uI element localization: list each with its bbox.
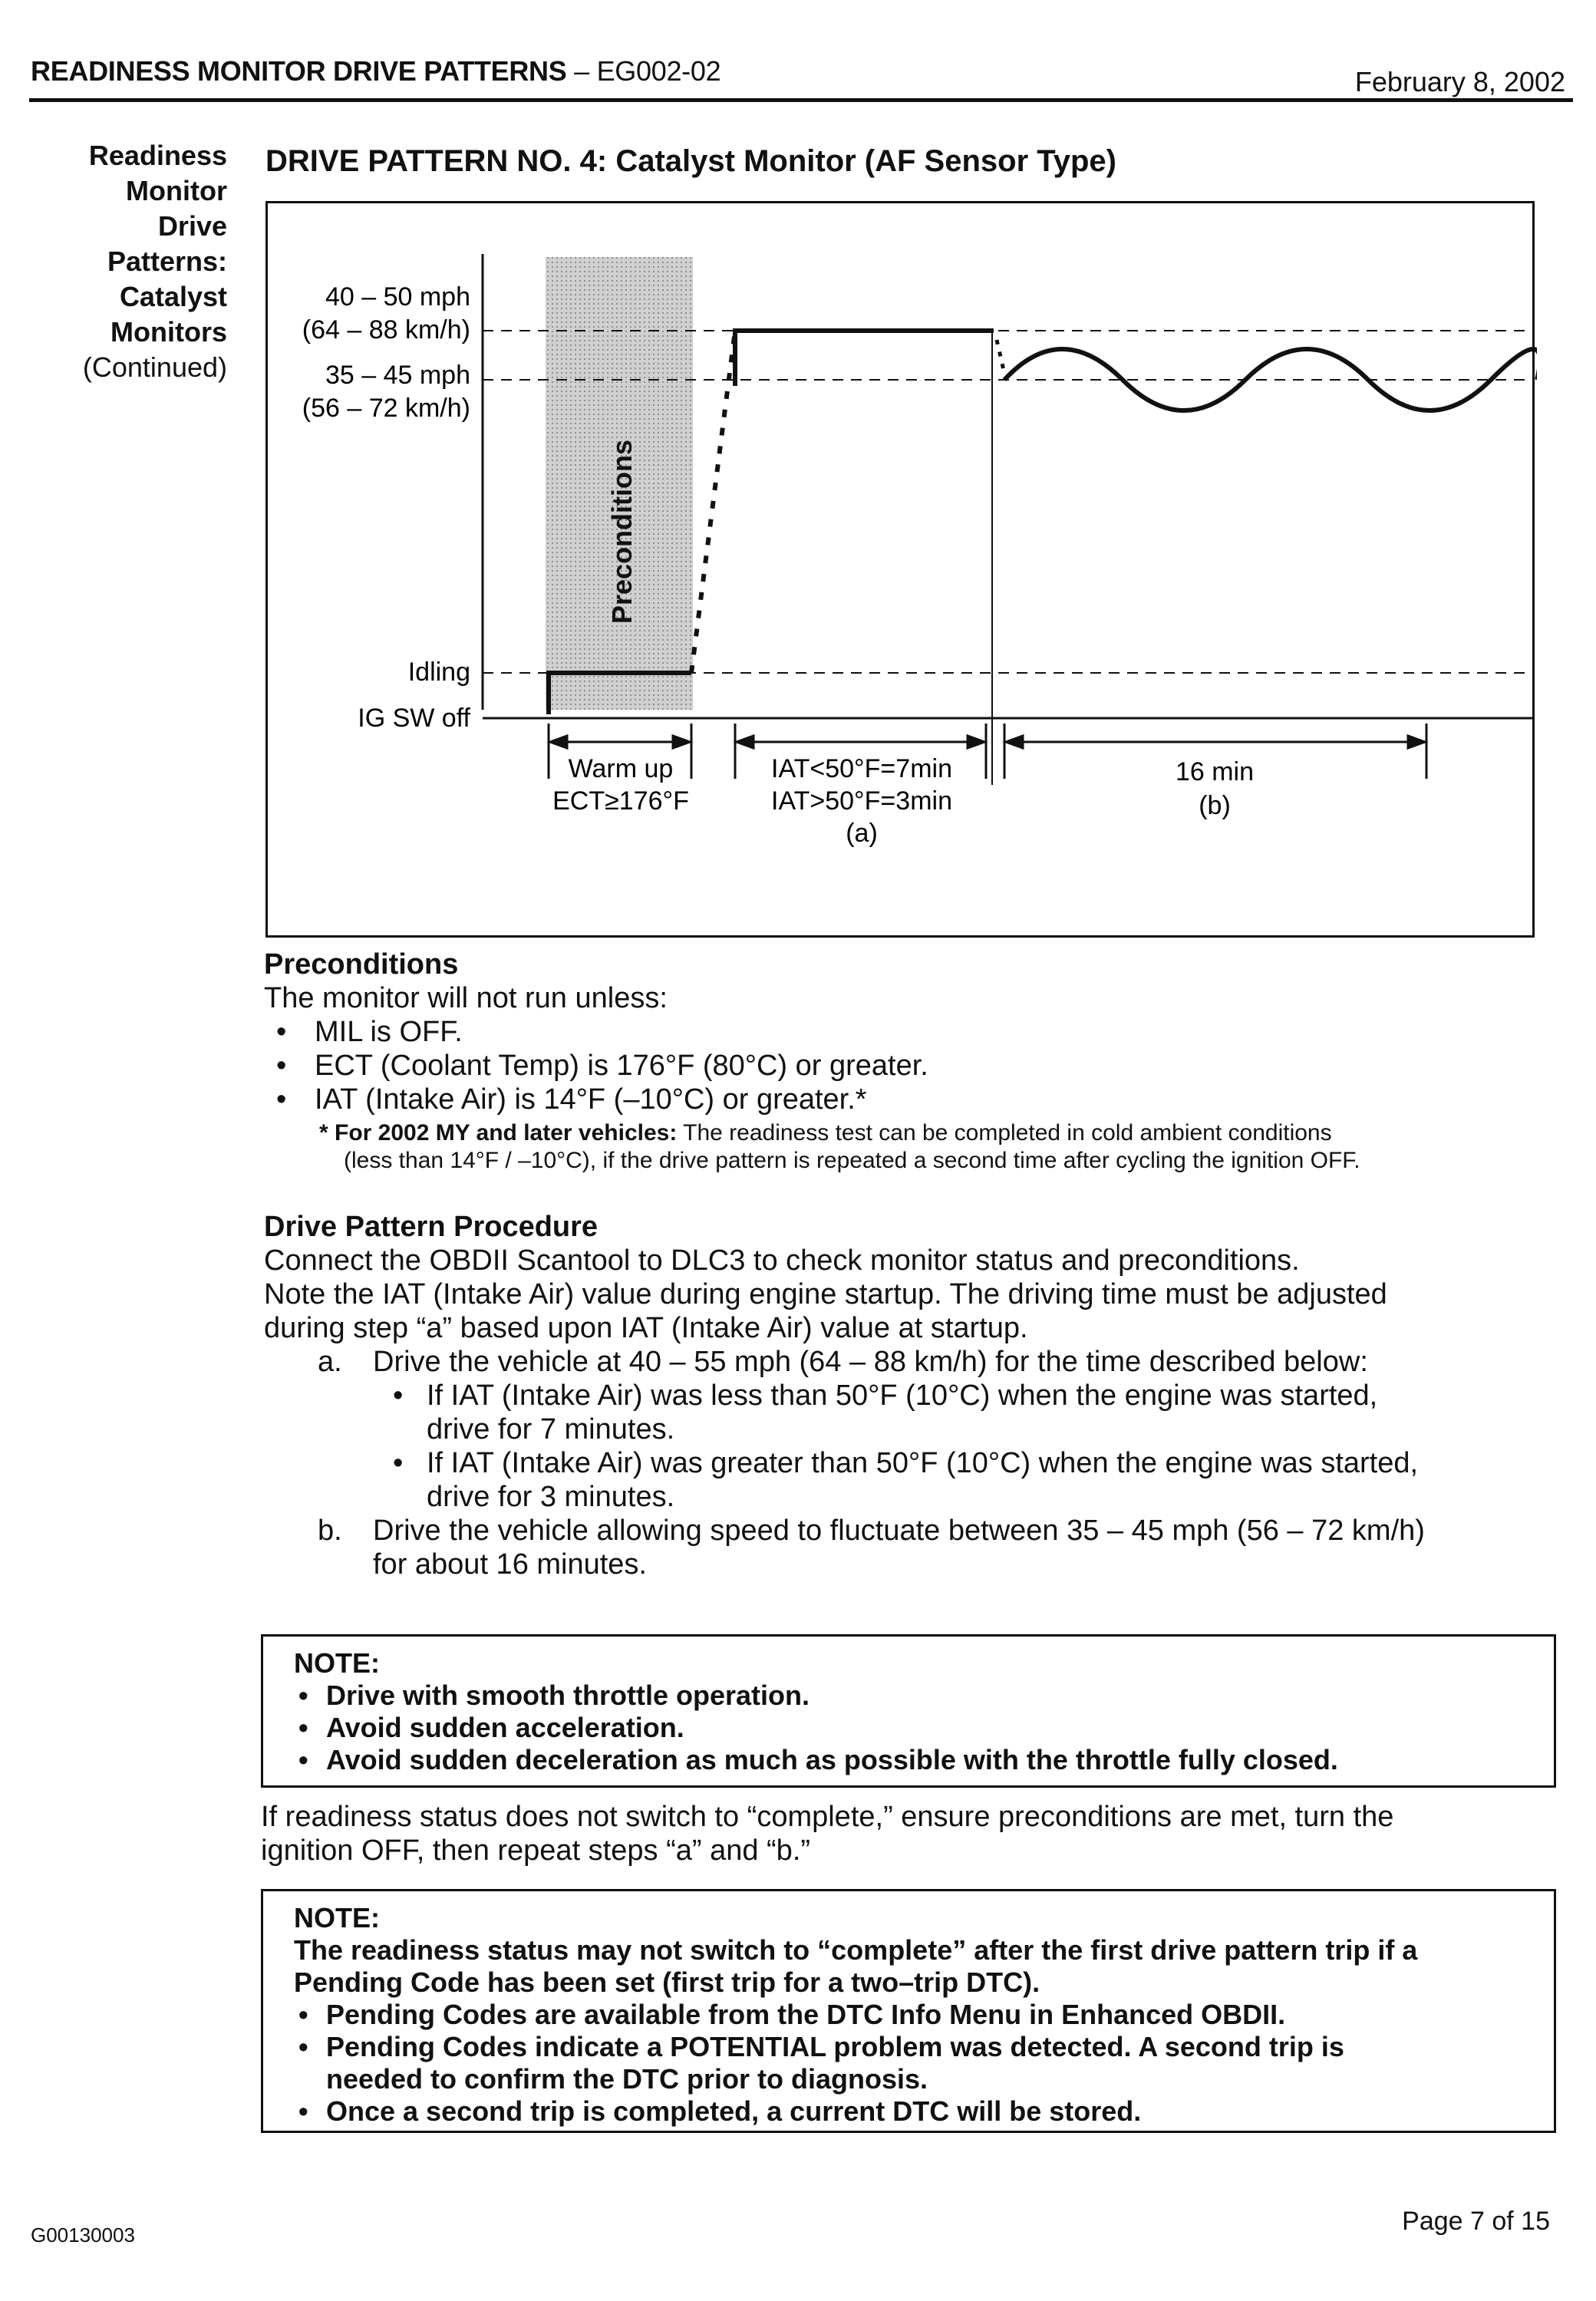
- procedure-p1: Connect the OBDII Scantool to DLC3 to check monitor status and preconditions.: [264, 1244, 1300, 1277]
- preconditions-band-label: Preconditions: [606, 439, 638, 624]
- sidebar-line: Readiness: [88, 140, 227, 171]
- warmup-label: Warm up: [568, 754, 674, 783]
- sidebar-caption: [83, 138, 227, 385]
- a-iat-high-label: IAT>50°F=3min: [771, 786, 952, 816]
- warmup-ect-label: ECT≥176°F: [552, 786, 689, 816]
- preconditions-intro: The monitor will not run unless:: [264, 982, 668, 1014]
- preconditions-footnote-line2: (less than 14°F / –10°C), if the drive pattern is repeated a second time after cycling the ignition OFF.: [344, 1148, 1360, 1173]
- note-title: NOTE:: [294, 1647, 380, 1679]
- step-b-line1: Drive the vehicle allowing speed to fluctuate between 35 – 45 mph (56 – 72 km/h): [373, 1515, 1425, 1547]
- step-a-sub1-line2: drive for 7 minutes.: [427, 1413, 675, 1446]
- header-date: February 8, 2002: [1354, 66, 1565, 97]
- note2-item2-line1: • Pending Codes indicate a POTENTIAL problem was detected. A second trip is: [326, 2031, 1344, 2062]
- sidebar-line: (Continued): [82, 351, 227, 383]
- note-list: [294, 1999, 1523, 2128]
- list-item: • ECT (Coolant Temp) is 176°F (80°C) or greater.: [264, 1049, 1568, 1083]
- page-title: [31, 55, 721, 87]
- procedure-section: [264, 1211, 1568, 1581]
- list-item: • Pending Codes are available from the DTC Info Menu in Enhanced OBDII.: [294, 1999, 1523, 2031]
- step-b-line2: for about 16 minutes.: [373, 1548, 647, 1581]
- step-a-sublist: [373, 1379, 1568, 1514]
- footnote-text: The readiness test can be completed in cold ambient conditions: [677, 1120, 1332, 1146]
- list-item: [373, 1379, 1568, 1446]
- figure-title: DRIVE PATTERN NO. 4: Catalyst Monitor (AF Sensor Type): [265, 144, 1116, 178]
- preconditions-section: [264, 948, 1568, 1175]
- acceleration-trace: [691, 331, 735, 673]
- procedure-p2-line2: during step “a” based upon IAT (Intake Air) value at startup.: [264, 1312, 1028, 1344]
- deceleration-trace: [997, 340, 1004, 374]
- drive-pattern-diagram: [268, 203, 1537, 940]
- label-idling: Idling: [407, 658, 470, 687]
- sidebar-line: Monitors: [110, 316, 227, 348]
- procedure-steps: [264, 1345, 1568, 1581]
- label-high-mph: 40 – 50 mph: [325, 282, 470, 312]
- note2-intro-line2: Pending Code has been set (first trip for a two–trip DTC).: [294, 1966, 1040, 1998]
- list-item: [294, 2031, 1523, 2095]
- sidebar-line: Drive: [157, 210, 227, 242]
- preconditions-heading: Preconditions: [264, 948, 459, 981]
- header-rule: [29, 98, 1573, 102]
- preconditions-footnote: [264, 1119, 1568, 1147]
- sidebar-line: Monitor: [126, 175, 227, 206]
- list-item: • Avoid sudden deceleration as much as possible with the throttle fully closed.: [294, 1744, 1523, 1776]
- footnote-bold: * For 2002 MY and later vehicles:: [319, 1120, 678, 1146]
- step-a-sub2-line2: drive for 3 minutes.: [427, 1481, 675, 1513]
- fluctuation-trace: [1004, 349, 1537, 410]
- sidebar-line: Patterns:: [107, 246, 227, 277]
- label-high-kmh: (64 – 88 km/h): [302, 315, 470, 344]
- b-tag: (b): [1199, 791, 1231, 820]
- note2-item2-line2: needed to confirm the DTC prior to diagnosis.: [326, 2063, 928, 2095]
- step-a-text: Drive the vehicle at 40 – 55 mph (64 – 88 km/h) for the time described below:: [373, 1346, 1368, 1378]
- note-list: [294, 1680, 1523, 1776]
- label-mid-kmh: (56 – 72 km/h): [302, 394, 470, 423]
- a-iat-low-label: IAT<50°F=7min: [771, 754, 952, 783]
- procedure-heading: Drive Pattern Procedure: [264, 1211, 598, 1243]
- step-b-label: b.: [318, 1515, 342, 1547]
- readiness-line2: ignition OFF, then repeat steps “a” and “b.”: [261, 1835, 811, 1867]
- note2-intro-line1: The readiness status may not switch to “complete” after the first drive pattern trip if a: [294, 1934, 1418, 1966]
- header-title-text: READINESS MONITOR DRIVE PATTERNS: [31, 55, 567, 87]
- list-item: • Drive with smooth throttle operation.: [294, 1680, 1523, 1712]
- step-a-label: a.: [318, 1346, 342, 1378]
- note-box-pending-codes: [261, 1889, 1556, 2133]
- page-number: Page 7 of 15: [1402, 2207, 1550, 2236]
- step-a: [264, 1345, 1568, 1514]
- sidebar-line: Catalyst: [119, 281, 227, 312]
- step-a-sub2-line1: • If IAT (Intake Air) was greater than 50°F (10°C) when the engine was started,: [427, 1447, 1419, 1479]
- b-duration-label: 16 min: [1175, 757, 1255, 786]
- preconditions-list: [264, 1015, 1568, 1116]
- list-item: • MIL is OFF.: [264, 1015, 1568, 1049]
- drive-pattern-figure: [265, 201, 1535, 938]
- doc-code: – EG002-02: [566, 55, 721, 87]
- step-b: [264, 1514, 1568, 1581]
- list-item: [373, 1446, 1568, 1514]
- list-item: • Avoid sudden acceleration.: [294, 1712, 1523, 1744]
- list-item: • Once a second trip is completed, a current DTC will be stored.: [294, 2095, 1523, 2128]
- step-a-sub1-line1: • If IAT (Intake Air) was less than 50°F (10°C) when the engine was started,: [427, 1380, 1378, 1412]
- note-title: NOTE:: [294, 1902, 380, 1933]
- procedure-p2-line1: Note the IAT (Intake Air) value during engine startup. The driving time must be adjusted: [264, 1278, 1387, 1310]
- steady-speed-trace: [735, 331, 994, 386]
- footer-code: G00130003: [31, 2224, 135, 2247]
- readiness-line1: If readiness status does not switch to “complete,” ensure preconditions are met, turn the: [261, 1801, 1394, 1833]
- label-mid-mph: 35 – 45 mph: [325, 361, 470, 390]
- a-tag: (a): [846, 819, 878, 848]
- list-item: • IAT (Intake Air) is 14°F (–10°C) or greater.*: [264, 1083, 1568, 1116]
- label-ig-sw-off: IG SW off: [358, 704, 470, 733]
- readiness-paragraph: [261, 1800, 1581, 1868]
- note-box-driving: [261, 1634, 1556, 1788]
